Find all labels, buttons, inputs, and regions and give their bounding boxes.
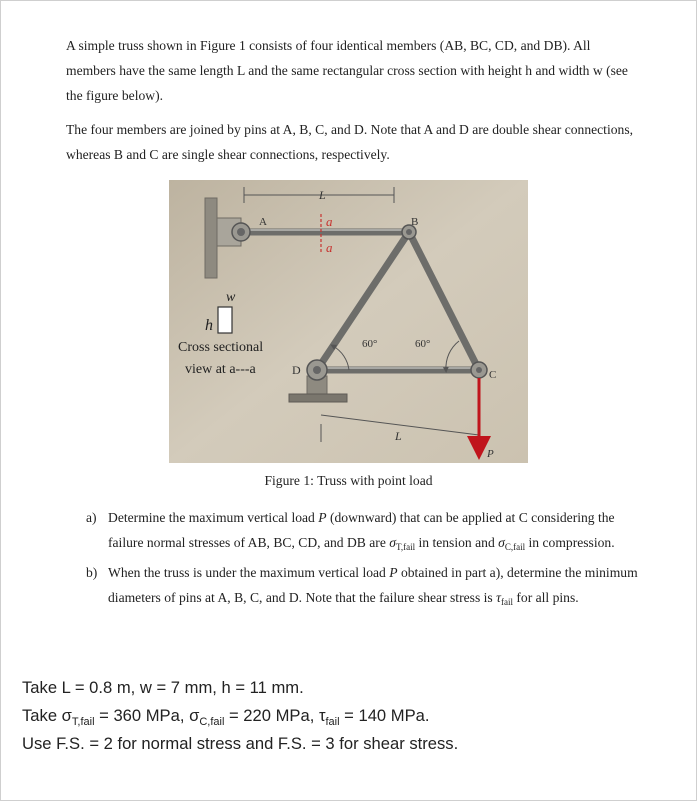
label-h: h [205, 317, 213, 334]
label-a-bottom: a [326, 240, 333, 255]
label-load-p: P [487, 448, 494, 460]
intro-paragraph: A simple truss shown in Figure 1 consists of four identical members (AB, BC, CD, and DB). All members have the same length L and the same rectangular cross section with height h and width w (see the figure below). [66, 38, 628, 103]
given-line-2: Take $\sigma_{T,fail} = 360$ MPa, $\sigma_{C,fail} = 220$ MPa, $\tau_{fail} = 140$ MPa. [22, 706, 430, 728]
label-joint-c: C [489, 369, 497, 381]
question-a-label: a) [86, 510, 97, 525]
label-l-top: L [319, 188, 326, 202]
left-wall [205, 198, 217, 278]
label-angle-d: 60° [362, 338, 378, 350]
joints-paragraph: The four members are joined by pins at A, B, C, and D. Note that A and D are double shear connections, whereas B and C are single shear connections, respectively. [66, 122, 634, 162]
question-b: b) When the truss is under the maximum vertical load P obtained in part a), determine the minimum diameters of pins at A, B, C, and D. Note that the failure shear stress is $\tau_{fail}$ for all pins. [86, 560, 646, 615]
label-l-bottom: L [395, 429, 402, 443]
label-w: w [226, 290, 236, 305]
label-joint-d: D [292, 363, 301, 377]
question-a: a) Determine the maximum vertical load P (downward) that can be applied at C considering the failure normal stresses of AB, BC, CD, and DB are $\sigma_{T,fail}$ in tension and $\sigma_{C,fail}$ in compression. [86, 505, 646, 560]
truss-diagram [169, 180, 528, 463]
label-joint-b: B [411, 216, 419, 228]
truss-figure [169, 180, 528, 463]
label-cross-sectional: Cross sectional [178, 340, 264, 355]
label-view-at-aa: view at a---a [185, 362, 256, 377]
given-line-1: Take L = 0.8 m, w = 7 mm, h = 11 mm. [22, 678, 304, 697]
figure-caption: Figure 1: Truss with point load [264, 473, 433, 488]
question-b-label: b) [86, 565, 98, 580]
label-angle-c: 60° [415, 338, 431, 350]
given-line-3: Use F.S. = 2 for normal stress and F.S. = 3 for shear stress. [22, 734, 459, 753]
label-a-top: a [326, 214, 333, 229]
cross-section-rect [218, 307, 232, 333]
question-list [86, 505, 646, 615]
label-joint-a: A [259, 216, 267, 228]
